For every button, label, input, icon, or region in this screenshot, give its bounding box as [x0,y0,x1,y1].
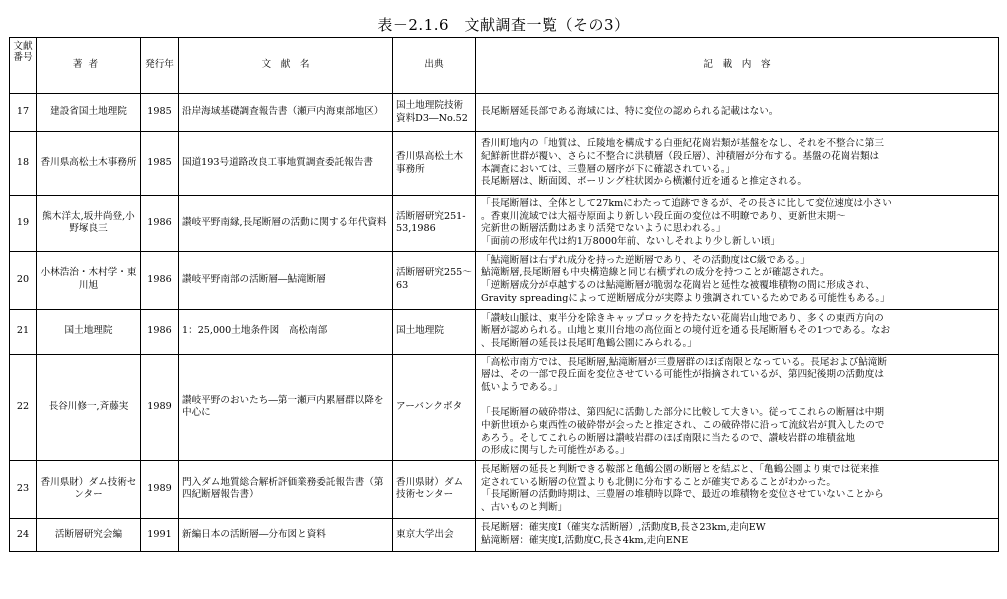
literature-table [9,37,999,552]
content-line: 、古いものと判断」 [481,502,568,514]
content-line: 長尾断層延長部である海域には、特に変位の認められる記載はない。 [481,106,779,118]
row-number: 20 [10,251,37,309]
table-row [10,251,999,309]
row-year: 1986 [141,196,179,252]
content-line: 低いようである。」 [481,381,563,393]
row-year: 1986 [141,309,179,354]
table-row [10,460,999,518]
row-content [476,354,999,460]
content-line: 。香東川流域では大福寺原面より新しい段丘面の変位は不明瞭であり、更新世末期～ [481,210,846,222]
row-author: 熊木洋太,坂井尚登,小野塚良三 [37,196,141,252]
content-line: 「鮎滝断層は右ずれ成分を持った逆断層であり、その活動度はC級である。」 [481,254,810,266]
header-year: 発行年 [141,38,179,94]
row-content [476,309,999,354]
header-row [10,38,999,94]
row-number: 23 [10,460,37,518]
content-line: 断層が認められる。山地と東川台地の高位面との境付近を通る長尾断層もその1つである。なお [481,325,891,337]
header-content: 記 載 内 容 [476,38,999,94]
content-line: 中新世頃から東西性の破砕帯が会ったと推定され、この破砕帯に沿って流紋岩が貫入したので [481,419,885,431]
row-year: 1989 [141,354,179,460]
row-source: 香川県高松土木事務所 [393,132,476,196]
row-author: 長谷川修一,斉藤実 [37,354,141,460]
row-document-name: 門入ダム地質総合解析評価業務委託報告書（第四紀断層報告書） [179,460,393,518]
row-content [476,518,999,551]
row-author: 香川県財）ダム技術センター [37,460,141,518]
row-content [476,460,999,518]
content-line: 長尾断層の延長と判断できる鞍部と亀鶴公園の断層とを結ぶと、「亀鶴公園より東では従来推 [481,464,880,476]
row-document-name: 1：25,000土地条件図 高松南部 [179,309,393,354]
content-line: 定されている断層の位置よりも北側に分布することが確実であることがわかった。 [481,476,836,488]
row-content [476,94,999,132]
row-year: 1985 [141,132,179,196]
row-number: 22 [10,354,37,460]
content-line: 「高松市南方では、長尾断層,鮎滝断層が三豊層群のほぼ南限となっている。長尾および鮎滝断 [481,356,887,368]
content-line: 鮎滝断層,長尾断層も中央構造線と同じ右横ずれの成分を持つことが確認された。 [481,267,830,279]
row-number: 17 [10,94,37,132]
content-line: 「長尾断層の破砕帯は、第四紀に活動した部分に比較して大きい。従ってこれらの断層は中期 [481,407,884,419]
content-line: 層は、その一部で段丘面を変位させている可能性が指摘されているが、第四紀後期の活動度は [481,369,884,381]
row-number: 21 [10,309,37,354]
row-document-name: 讃岐平野のおいたち―第一瀬戸内累層群以降を中心に [179,354,393,460]
content-line: 鮎滝断層：確実度Ⅰ,活動度C,長さ4km,走向ENE [481,534,689,546]
content-line: 長尾断層は、断面図、ボーリング柱状図から横瀬付近を通ると推定される。 [481,176,807,188]
row-author: 建設省国土地理院 [37,94,141,132]
table-row [10,354,999,460]
content-line: 紀鮮新世群が覆い、さらに不整合に洪積層（段丘層）、沖積層が分布する。基盤の花崗岩類は [481,150,880,162]
header-author: 著者 [37,38,141,94]
table-row [10,309,999,354]
content-line: 香川町地内の「地質は、丘陵地を構成する白亜紀花崗岩類が基盤をなし、それを不整合に第三 [481,138,884,150]
row-document-name: 国道193号道路改良工事地質調査委託報告書 [179,132,393,196]
table-row [10,518,999,551]
row-author: 香川県高松土木事務所 [37,132,141,196]
row-year: 1986 [141,251,179,309]
content-line: あろう。そしてこれらの断層は讃岐岩群のほぼ南限に当たるので、讃岐岩群の堆積盆地 [481,432,855,444]
table-row [10,132,999,196]
row-source: 国土地理院技術資料D3―No.52 [393,94,476,132]
row-source: 活断層研究251-53,1986 [393,196,476,252]
content-line: 「長尾断層は、全体として27kmにわたって追跡できるが、その長さに比して変位速度は小さい [481,198,892,209]
row-document-name: 新編日本の活断層―分布図と資料 [179,518,393,551]
row-year: 1989 [141,460,179,518]
content-line: 「逆断層成分が卓越するのは鮎滝断層が脆弱な花崗岩と延性な被覆堆積物の間に形成され、 [481,280,875,292]
row-number: 18 [10,132,37,196]
row-source: 香川県財）ダム技術センター [393,460,476,518]
row-document-name: 讃岐平野南縁,長尾断層の活動に関する年代資料 [179,196,393,252]
content-line: 「面前の形成年代は約1万8000年前、ないしそれより少し新しい頃」 [481,235,781,247]
header-number: 文献 番号 [10,38,37,94]
content-line [481,395,995,408]
row-document-name: 讃岐平野南部の活断層―鮎滝断層 [179,251,393,309]
row-source: 活断層研究255～63 [393,251,476,309]
row-document-name: 沿岸海域基礎調査報告書（瀬戸内海東部地区） [179,94,393,132]
row-author: 活断層研究会編 [37,518,141,551]
row-source: 東京大学出会 [393,518,476,551]
row-content [476,132,999,196]
row-year: 1991 [141,518,179,551]
row-content [476,196,999,252]
content-line: 本調査においては、三豊層の層序が下に確認されている。」 [481,163,736,175]
content-line: 「長尾断層の活動時期は、三豊層の堆積時以降で、最近の堆積物を変位させていないことから [481,489,884,501]
row-year: 1985 [141,94,179,132]
content-line: 完新世の断層活動はあまり活発でないように思われる。」 [481,223,726,235]
content-line: 長尾断層：確実度Ⅰ（確実な活断層）,活動度B,長さ23km,走向EW [481,522,766,534]
row-author: 小林浩治・木村学・東川旭 [37,251,141,309]
content-line: 「讃岐山脈は、東半分を除きキャップロックを持たない花崗岩山地であり、多くの東西方向の [481,312,884,324]
table-row [10,94,999,132]
content-line: Gravity spreadingによって逆断層成分が実際より強調されているためである可能性もある。」 [481,292,890,304]
content-line: の形成に関与した可能性がある。」 [481,445,630,457]
header-name: 文 献 名 [179,38,393,94]
content-line: 、長尾断層の延長は長尾町亀鶴公園にみられる。」 [481,337,697,349]
header-source: 出典 [393,38,476,94]
row-author: 国土地理院 [37,309,141,354]
row-source: アーバンクボタ [393,354,476,460]
row-number: 24 [10,518,37,551]
table-row [10,196,999,252]
page-title: 表－2.1.6 文献調査一覧（その3） [377,16,630,34]
row-number: 19 [10,196,37,252]
row-source: 国土地理院 [393,309,476,354]
row-content [476,251,999,309]
